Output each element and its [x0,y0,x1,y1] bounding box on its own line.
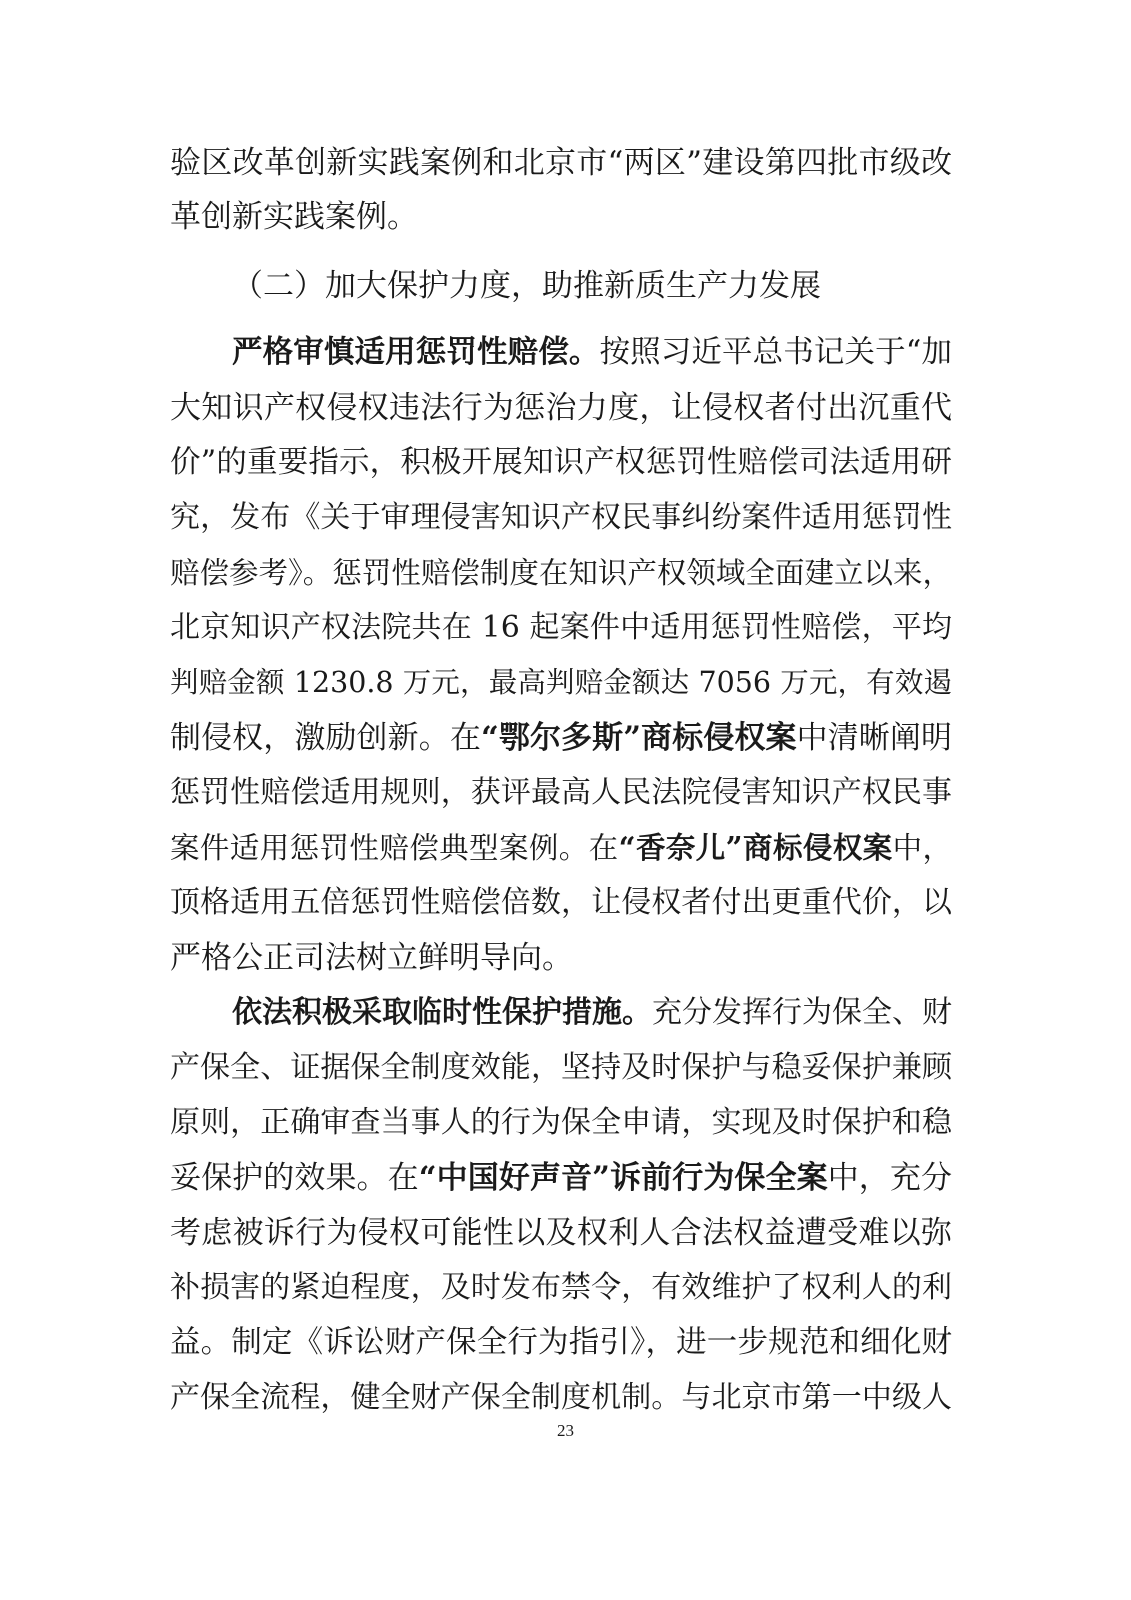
case-name-bold: “鄂尔多斯”商标侵权案 [480,720,797,756]
text-run: 中， [892,831,952,865]
text-run: 产保全流程，健全财产保全制度机制。与北京市第一中级人 [170,1380,952,1415]
text-run: 大知识产权侵权违法行为惩治力度，让侵权者付出沉重代 [170,390,952,426]
text-line [170,711,952,765]
text-run: 顶格适用五倍惩罚性赔偿倍数，让侵权者付出更重代价，以 [170,885,952,920]
text-line [170,821,952,875]
text-run: 判赔金额 1230.8 万元，最高判赔金额达 7056 万元，有效遏 [170,666,952,699]
text-line [170,876,952,930]
text-run: 惩罚性赔偿适用规则，获评最高人民法院侵害知识产权民事 [170,775,952,810]
text-line [170,1261,952,1315]
text-line [170,381,952,435]
text-line [170,1316,952,1370]
text-line [170,1096,952,1150]
text-run: 严格公正司法树立鲜明导向。 [170,940,573,976]
section-heading-text: （二）加大保护力度，助推新质生产力发展 [232,268,821,304]
text-run: 考虑被诉行为侵权可能性以及权利人合法权益遭受难以弥 [170,1215,952,1251]
case-name-bold: “中国好声音”诉前行为保全案 [418,1160,828,1196]
case-name-bold: “香奈儿”商标侵权案 [618,830,893,865]
text-line [170,436,952,490]
text-line [170,1206,952,1260]
section-heading [232,259,952,313]
text-run: 产保全、证据保全制度效能，坚持及时保护与稳妥保护兼顾 [170,1050,952,1085]
text-line [170,1151,952,1205]
text-line [170,656,952,710]
text-run: 革创新实践案例。 [170,199,418,235]
text-run: 赔偿参考》。惩罚性赔偿制度在知识产权领域全面建立以来， [170,556,952,590]
text-run: 中，充分 [827,1160,952,1196]
page-number: 23 [557,1421,574,1440]
text-run: 制侵权，激励创新。在 [170,720,481,756]
text-line [232,325,952,379]
paragraph-lead-heading: 依法积极采取临时性保护措施。 [232,995,652,1030]
text-run: 验区改革创新实践案例和北京市“两区”建设第四批市级改 [170,145,952,181]
text-line [170,601,952,655]
text-line [170,190,952,244]
text-run: 补损害的紧迫程度，及时发布禁令，有效维护了权利人的利 [170,1270,952,1305]
text-line [170,546,952,600]
text-run: 中清晰阐明 [796,720,952,756]
text-line [170,1371,952,1425]
text-line [170,931,952,985]
text-line [170,491,952,545]
text-run: 充分发挥行为保全、财 [652,995,952,1030]
paragraph-lead-heading: 严格审慎适用惩罚性赔偿。 [232,334,600,370]
text-run: 妥保护的效果。在 [170,1160,419,1196]
text-run: 益。制定《诉讼财产保全行为指引》，进一步规范和细化财 [170,1325,952,1360]
text-line [170,766,952,820]
text-run: 案件适用惩罚性赔偿典型案例。在 [170,831,619,865]
text-run: 北京知识产权法院共在 16 起案件中适用惩罚性赔偿，平均 [170,610,952,645]
text-run: 价”的重要指示，积极开展知识产权惩罚性赔偿司法适用研 [170,445,952,480]
text-line [170,1041,952,1095]
text-line [170,136,952,190]
text-run: 按照习近平总书记关于“加 [599,335,952,370]
text-line [232,986,952,1040]
text-run: 原则，正确审查当事人的行为保全申请，实现及时保护和稳 [170,1105,952,1140]
text-run: 究，发布《关于审理侵害知识产权民事纠纷案件适用惩罚性 [170,500,952,535]
